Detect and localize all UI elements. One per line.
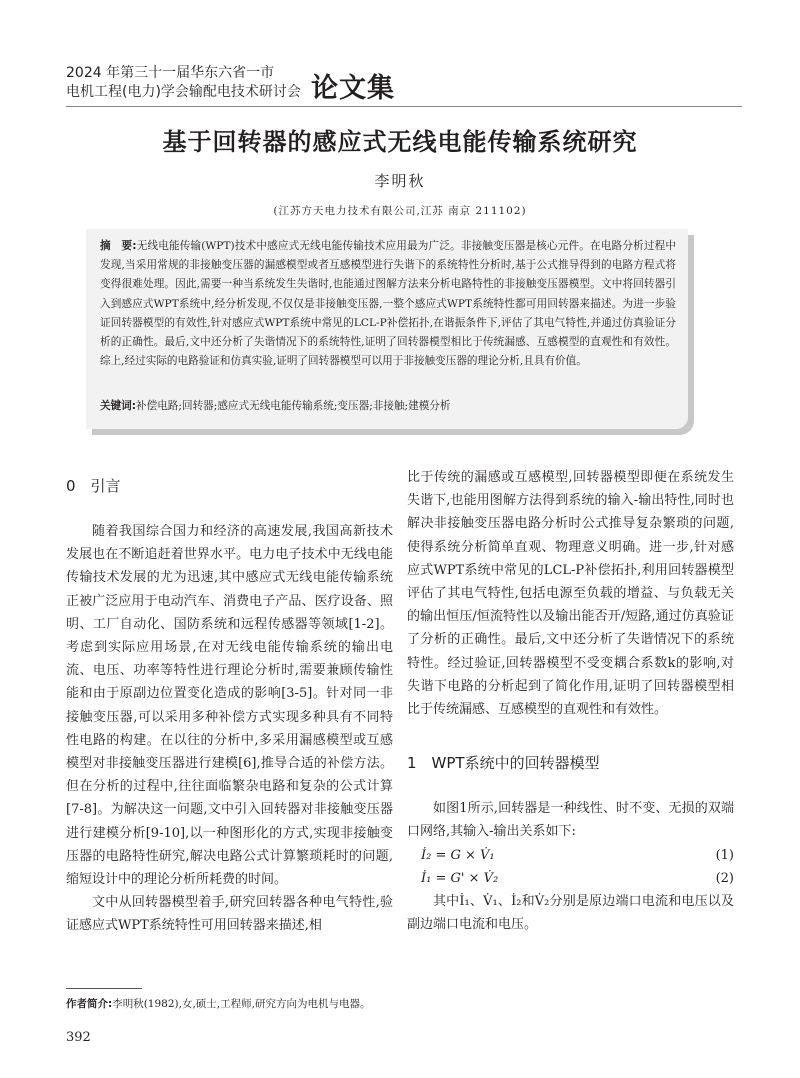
page-number: 392	[66, 1030, 91, 1045]
equation-1	[407, 844, 734, 867]
equation-2-text: İ₁ = G' × V̇₂	[421, 870, 499, 886]
keywords-block	[100, 397, 676, 415]
abstract-text-block	[100, 237, 676, 371]
gyrator-paragraph-2: 其中İ₁、V̇₁、İ₂和V̇₂分别是原边端口电流和电压以及副边端口电流和电压。	[407, 893, 734, 932]
equation-2	[407, 867, 734, 890]
abstract-text: 无线电能传输(WPT)技术中感应式无线电能传输技术应用最为广泛。非接触变压器是核心元件。在电路分析过程中发现,当采用常规的非接触变压器的漏感模型或者互感模型进行失谐下的系统特性分析时,基于公式推导得到的电路方程式将变得很难处理。因此,需要一种当系统发生失谐时,也能通过图解方法来分析电路特性的非接触变压器模型。文中将回转器引入到感应式WPT系统中,经分析发现,不仅仅是非接触变压器,一整个感应式WPT系统特性都可用回转器来描述。为进一步验证回转器模型的有效性,针对感应式WPT系统中常见的LCL-P补偿拓扑,在谐振条件下,评估了其电气特性,并通过仿真验证分析的正确性。最后,文中还分析了失谐情况下的系统特性,证明了回转器模型相比于传统漏感、互感模型的直观性和有效性。综上,经过实际的电路验证和仿真实验,证明了回转器模型可以用于非接触变压器的理论分析,且具有价值。	[100, 240, 676, 368]
gyrator-paragraph-1: 如图1所示,回转器是一种线性、时不变、无损的双端口网络,其输入-输出关系如下:	[407, 801, 734, 840]
left-column	[66, 466, 393, 938]
equation-1-number: (1)	[715, 847, 734, 863]
footnote-label: 作者简介:	[66, 998, 113, 1010]
abstract-label: 摘 要:	[100, 240, 137, 252]
header-divider	[66, 106, 742, 107]
author-affiliation: (江苏方天电力技术有限公司,江苏 南京 211102)	[273, 205, 527, 217]
equation-1-text: İ₂ = G × V̇₁	[421, 847, 495, 863]
paper-author: 李明秋	[374, 172, 426, 190]
section-heading-intro: 0 引言	[66, 477, 121, 495]
equation-2-number: (2)	[715, 870, 734, 886]
right-column	[407, 466, 734, 936]
section-heading-gyrator: 1 WPT系统中的回转器模型	[407, 754, 600, 773]
intro-paragraph-2: 文中从回转器模型着手,研究回转器各种电气特性,验证感应式WPT系统特性可用回转器来描述,相	[66, 895, 393, 934]
header-line-2: 电机工程(电力)学会输配电技术研讨会	[66, 84, 301, 100]
footnote-divider	[66, 988, 142, 989]
paper-title: 基于回转器的感应式无线电能传输系统研究	[162, 128, 638, 156]
footnote-text: 李明秋(1982),女,硕士,工程师,研究方向为电机与电器。	[112, 998, 371, 1010]
author-footnote	[66, 996, 742, 1011]
header-line-1: 2024 年第三十一届华东六省一市	[66, 65, 275, 81]
abstract-box	[86, 229, 688, 429]
intro-paragraph-continued: 比于传统的漏感或互感模型,回转器模型即便在系统发生失谐下,也能用图解方法得到系统的输入-输出特性,同时也解决非接触变压器电路分析时公式推导复杂繁琐的问题,使得系统分析简单直观、物理意义明确。进一步,针对感应式WPT系统中常见的LCL-P补偿拓扑,利用回转器模型评估了其电气特性,包括电源至负载的增益、与负载无关的输出恒压/恒流特性以及输出能否开/短路,通过仿真验证了分析的正确性。最后,文中还分析了失谐情况下的系统特性。经过验证,回转器模型不受变耦合系数k的影响,对失谐下电路的分析起到了简化作用,证明了回转器模型相比于传统漏感、互感模型的直观性和有效性。	[407, 470, 734, 718]
proceedings-header	[66, 64, 742, 110]
proceedings-label: 论文集	[311, 73, 395, 104]
proceedings-name	[66, 64, 301, 102]
intro-paragraph-1: 随着我国综合国力和经济的高速发展,我国高新技术发展也在不断追赶着世界水平。电力电子技术中无线电能传输技术发展的尤为迅速,其中感应式无线电能传输系统正被广泛应用于电动汽车、消费电子产品、医疗设备、照明、工厂自动化、国防系统和远程传感器等领域[1-2]。考虑到实际应用场景,在对无线电能传输系统的输出电流、电压、功率等特性进行理论分析时,需要兼顾传输性能和由于原副边位置变化造成的影响[3-5]。针对同一非接触变压器,可以采用多种补偿方式实现多种具有不同特性电路的构建。在以往的分析中,多采用漏感模型或互感模型对非接触变压器进行建模[6],推导合适的补偿方法。但在分析的过程中,往往面临繁杂电路和复杂的公式计算[7-8]。为解决这一问题,文中引入回转器对非接触变压器进行建模分析[9-10],以一种图形化的方式,实现非接触变压器的电路特性研究,解决电路公式计算繁琐耗时的问题,缩短设计中的理论分析所耗费的时间。	[66, 524, 393, 888]
keywords-text: 补偿电路;回转器;感应式无线电能传输系统;变压器;非接触;建模分析	[136, 400, 451, 412]
keywords-label: 关键词:	[100, 400, 137, 412]
